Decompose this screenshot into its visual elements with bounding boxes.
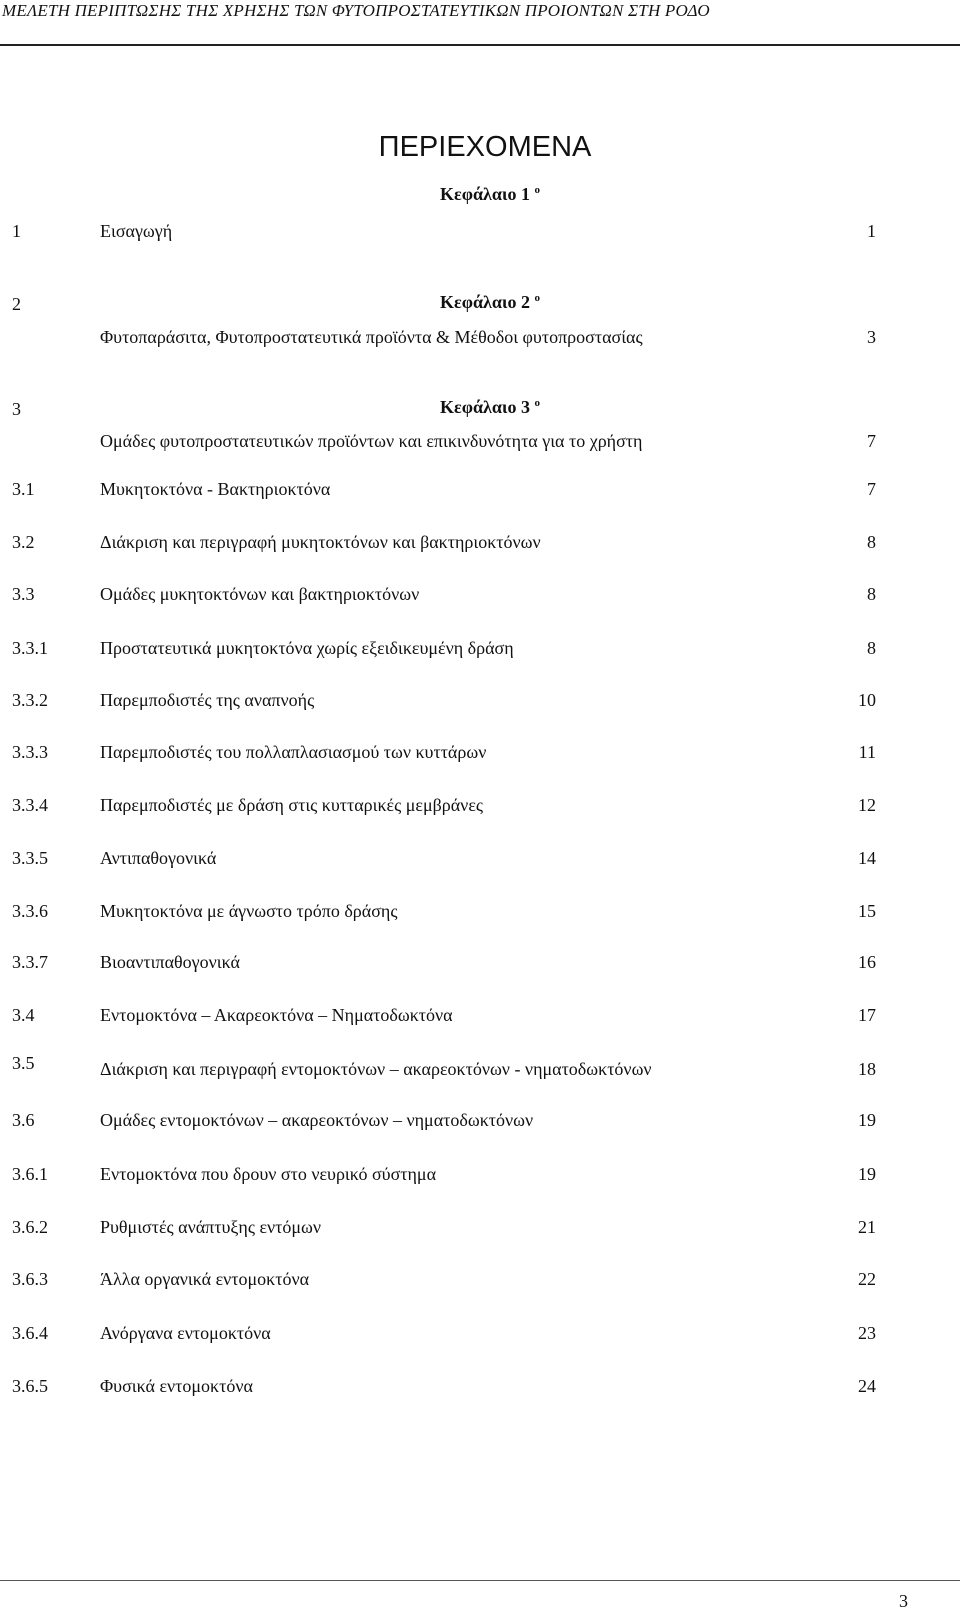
running-header-title: ΜΕΛΕΤΗ ΠΕΡΙΠΤΩΣΗΣ ΤΗΣ ΧΡΗΣΗΣ ΤΩΝ ΦΥΤΟΠΡΟΣΤΑΤΕΥΤΙΚΩΝ ΠΡΟΙΟΝΤΩΝ ΣΤΗ ΡΟΔΟ <box>2 1 710 20</box>
toc-title[interactable]: Διάκριση και περιγραφή εντομοκτόνων – ακαρεοκτόνων - νηματοδωκτόνων <box>100 1059 652 1079</box>
toc-title[interactable]: Άλλα οργανικά εντομοκτόνα <box>100 1269 310 1289</box>
toc-number: 3.6 <box>12 1110 35 1130</box>
toc-number: 3.3.5 <box>12 848 48 868</box>
header-divider <box>0 44 960 46</box>
toc-title[interactable]: Ομάδες φυτοπροστατευτικών προϊόντων και επικινδυνότητα για το χρήστη <box>100 431 643 451</box>
toc-title[interactable]: Ρυθμιστές ανάπτυξης εντόμων <box>100 1217 322 1237</box>
toc-title[interactable]: Παρεμποδιστές του πολλαπλασιασμού των κυττάρων <box>100 742 487 762</box>
toc-title[interactable]: Βιοαντιπαθογονικά <box>100 952 240 972</box>
toc-number: 3.6.3 <box>12 1269 48 1289</box>
toc-page: 24 <box>858 1376 876 1396</box>
toc-number: 3.6.1 <box>12 1164 48 1184</box>
toc-page: 21 <box>858 1217 876 1237</box>
footer-page-number: 3 <box>899 1591 908 1611</box>
toc-number: 3.3.3 <box>12 742 48 762</box>
toc-title[interactable]: Εντομοκτόνα – Ακαρεοκτόνα – Νηματοδωκτόνα <box>100 1005 453 1025</box>
page-title: ΠΕΡΙΕΧΟΜΕΝΑ <box>378 131 592 163</box>
toc-page: 16 <box>858 952 876 972</box>
toc-title[interactable]: Εισαγωγή <box>100 221 173 241</box>
toc-number: 3.5 <box>12 1053 35 1073</box>
toc-number: 3.4 <box>12 1005 35 1025</box>
toc-page: 1 <box>867 221 876 241</box>
toc-page: 12 <box>858 795 876 815</box>
toc-number: 1 <box>12 221 21 241</box>
toc-title[interactable]: Ομάδες εντομοκτόνων – ακαρεοκτόνων – νηματοδωκτόνων <box>100 1110 534 1130</box>
toc-title[interactable]: Ομάδες μυκητοκτόνων και βακτηριοκτόνων <box>100 584 420 604</box>
toc-page: 22 <box>858 1269 876 1289</box>
toc-number: 3.3.4 <box>12 795 48 815</box>
toc-page: 8 <box>867 638 876 658</box>
toc-title[interactable]: Μυκητοκτόνα με άγνωστο τρόπο δράσης <box>100 901 398 921</box>
toc-page: 18 <box>858 1059 876 1079</box>
toc-page: 7 <box>867 479 876 499</box>
toc-number: 3.6.5 <box>12 1376 48 1396</box>
toc-number: 3.1 <box>12 479 35 499</box>
toc-number: 2 <box>12 294 21 314</box>
toc-page: 8 <box>867 532 876 552</box>
chapter-heading-2 <box>0 292 960 313</box>
chapter-ordinal: ο <box>534 292 540 304</box>
chapter-label: Κεφάλαιο 2 <box>440 292 530 312</box>
chapter-ordinal: ο <box>534 184 540 196</box>
toc-number: 3.3.1 <box>12 638 48 658</box>
toc-number: 3.3.6 <box>12 901 48 921</box>
toc-number: 3.6.2 <box>12 1217 48 1237</box>
toc-title[interactable]: Φυτοπαράσιτα, Φυτοπροστατευτικά προϊόντα & Μέθοδοι φυτοπροστασίας <box>100 327 643 347</box>
toc-title[interactable]: Παρεμποδιστές της αναπνοής <box>100 690 315 710</box>
toc-page: 23 <box>858 1323 876 1343</box>
chapter-label: Κεφάλαιο 1 <box>440 184 530 204</box>
toc-title[interactable]: Παρεμποδιστές με δράση στις κυτταρικές μεμβράνες <box>100 795 484 815</box>
toc-page: 19 <box>858 1164 876 1184</box>
toc-number: 3.6.4 <box>12 1323 48 1343</box>
toc-title[interactable]: Φυσικά εντομοκτόνα <box>100 1376 253 1396</box>
chapter-label: Κεφάλαιο 3 <box>440 397 530 417</box>
toc-page: 19 <box>858 1110 876 1130</box>
toc-page: 8 <box>867 584 876 604</box>
toc-title[interactable]: Μυκητοκτόνα - Βακτηριοκτόνα <box>100 479 331 499</box>
toc-page: 7 <box>867 431 876 451</box>
toc-page: 3 <box>867 327 876 347</box>
toc-title[interactable]: Διάκριση και περιγραφή μυκητοκτόνων και βακτηριοκτόνων <box>100 532 541 552</box>
toc-title[interactable]: Ανόργανα εντομοκτόνα <box>100 1323 271 1343</box>
chapter-heading-3 <box>0 397 960 418</box>
toc-number: 3.2 <box>12 532 35 552</box>
toc-page: 17 <box>858 1005 876 1025</box>
footer-divider <box>0 1580 960 1581</box>
toc-page: 10 <box>858 690 876 710</box>
toc-title[interactable]: Προστατευτικά μυκητοκτόνα χωρίς εξειδικευμένη δράση <box>100 638 514 658</box>
chapter-heading-1 <box>0 184 960 205</box>
toc-page: 15 <box>858 901 876 921</box>
toc-number: 3 <box>12 399 21 419</box>
toc-number: 3.3.2 <box>12 690 48 710</box>
toc-number: 3.3.7 <box>12 952 48 972</box>
toc-title[interactable]: Αντιπαθογονικά <box>100 848 217 868</box>
toc-page: 14 <box>858 848 876 868</box>
running-header <box>0 0 960 45</box>
toc-page: 11 <box>858 742 876 762</box>
chapter-ordinal: ο <box>534 397 540 409</box>
toc-title[interactable]: Εντομοκτόνα που δρουν στο νευρικό σύστημα <box>100 1164 436 1184</box>
toc-number: 3.3 <box>12 584 35 604</box>
